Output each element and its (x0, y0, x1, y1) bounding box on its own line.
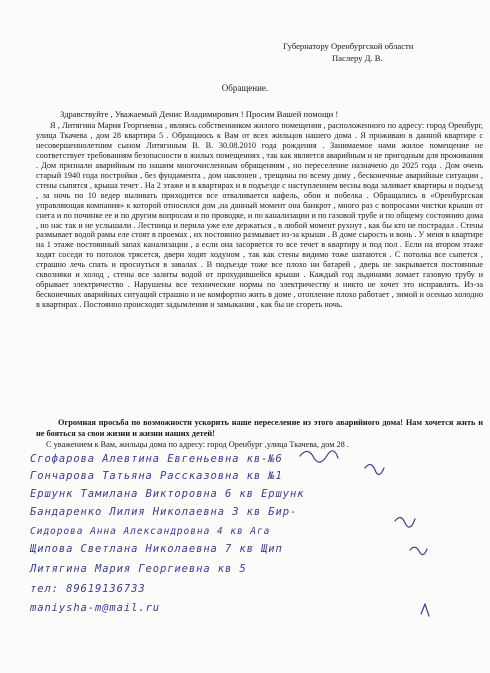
request-paragraph: Огромная просьба по возможности ускорить наше переселение из этого аварийного дома! Нам хочется жить и не бояться за свои жизни и жизни наших детей! (36, 418, 483, 438)
email-line: maniysha-m@mail.ru (30, 602, 160, 614)
signature-line: Сидорова Анна Александровна 4 кв Ага (30, 526, 271, 537)
body-paragraph: Я , Литягина Мария Георгиевна , являясь собственником жилого помещения , расположенного по адресу: город Оренбург, улица Ткачева , дом 28 квартира 5 . Обращаюсь к Вам от всех жильцов нашего дома . Я проживаю в данной квартире с несовершеннолетним сыном Литягиным В. В. 30.08.2010 года рождения . Занимаемое нами жилое помещение не соответствует требованиям безопасности в жилых помещениях , так как является аварийным и не пригодным для проживания . Дом признали аварийным по нашим многочисленным обращениям , но переселение назначено до 2025 года . Дом очень старый 1940 года постройки , без фундамента , дом наклонен , трещины по всему дому , бесконечные аварийные ситуации , стены сыпятся , крыша течет . На 2 этаже и в квартирах и в подъезде с наступлением весны вода заливает квартиры и подъезд , за ночь по 10 ведер выливать приходится все отваливается кафель, обои и побелка . Обращались в «Оренбургская управляющая компания» к которой относился дом ,на данный момент она банкрот , много раз с вопросами чистки крыши от снега и по починке ее и по другим вопросам и по проводке, и по канализации и по газовой трубе и по общему состоянию дома , но нас так и не услышали . Лестница и перила уже еле держаться , в любой момент рухнут , как бы кто не пострадал . Стены размывает водой рамы еле стоят в проемах , их постоянно размывает из-за крыши . В доме сырость и вонь . У меня в квартире на 1 этаже постоянный запах канализации , а если она засоряется то все течет в квартиру и под пол . Если на втором этаже ходят соседи то потолок трясется, двери ходят ходуном , так как стены видимо тоже шатаются . С потолка все сыпется , страшно лечь спать и проснуться в завалах . В подъезде тоже все плохо ни батарей , дверь не закрывается постоянные сквозняки и холод , стены все залиты водой от прохудившейся крыши . Каждый год льдинами ломает газовую трубу и обрывает электричество . Нарушены все технические нормы по электричеству и никто не хочет это исправлять. Из-за бесконечных аварийных ситуаций страшно и не комфортно жить в доме , отопление плохо работает , зимой и осенью холодно в квартирах . Постоянно происходят задымления и замыкания , как бы не сгореть ночь. (36, 121, 483, 310)
signature-line: Литягина Мария Георгиевна кв 5 (30, 563, 247, 575)
greeting-line: Здравствуйте , Уважаемый Денис Владимирович ! Просим Вашей помощи ! (60, 109, 339, 119)
signature-line: Ершунк Тамилана Викторовна 6 кв Ершунк (30, 488, 305, 500)
addressee-name: Паслеру Д. В. (332, 53, 383, 63)
letter-heading: Обращение. (221, 83, 269, 93)
signature-line: Щипова Светлана Николаевна 7 кв Щип (30, 543, 283, 555)
signature-line: Бандаренко Лилия Николаевна 3 кв Бир- (30, 506, 298, 518)
signature-line: Сгофарова Алевтина Евгеньевна кв-№6 (30, 453, 283, 465)
phone-line: тел: 89619136733 (30, 583, 146, 595)
signature-line: Гончарова Татьяна Рассказовна кв №1 (30, 470, 283, 482)
addressee-line: Губернатору Оренбургской области (283, 41, 414, 51)
closing-line: С уважением к Вам, жильцы дома по адресу: город Оренбург ,улица Ткачева, дом 28 . (46, 440, 349, 449)
letter-body (36, 121, 483, 310)
addressee-block (283, 40, 483, 64)
